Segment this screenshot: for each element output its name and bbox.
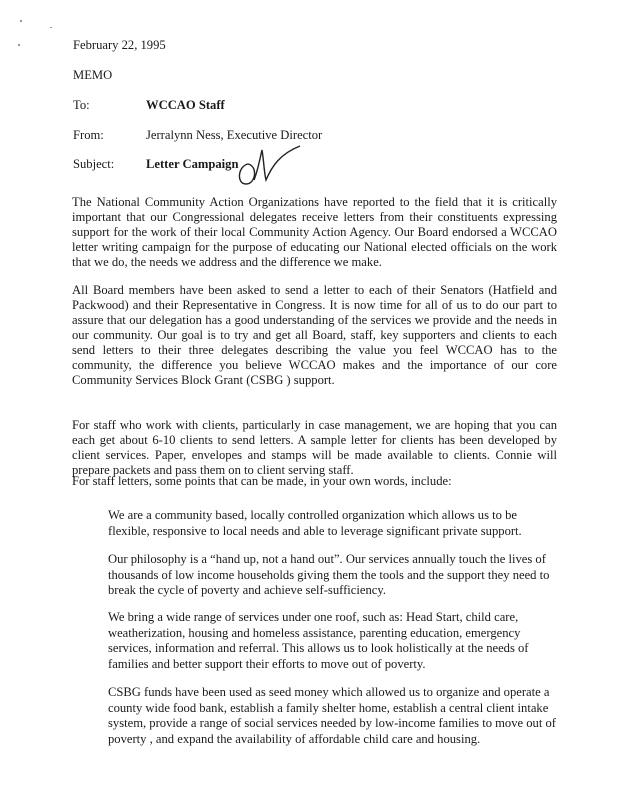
from-value: Jerralynn Ness, Executive Director	[146, 128, 323, 142]
point-csbg-funds: CSBG funds have been used as seed money which allowed us to organize and operate a county wide food bank, establish a family shelter home, establish a central client intake system, provide a range of social services needed by low-income families to move out of poverty , and expand the availability of affordable child care and housing.	[108, 685, 556, 746]
to-value: WCCAO Staff	[146, 98, 225, 112]
point-community-based: We are a community based, locally controlled organization which allows us to be flexible, responsive to local needs and able to leverage significant private support.	[108, 508, 522, 538]
to-label: To:	[73, 98, 90, 112]
scan-speck	[50, 27, 52, 28]
scan-speck	[20, 20, 22, 22]
paragraph-board: All Board members have been asked to send a letter to each of their Senators (Hatfield and Packwood) and their Representative in Congress. It is now time for all of us to do our part to assure that our delegation has a good understanding of the services we provide and the needs in our community. Our goal is to try and get all Board, staff, key supporters and clients to each send letters to their three delegates describing the value you feel WCCAO has to the community, the difference you believe WCCAO makes and the importance of our core Community Services Block Grant (CSBG ) support.	[72, 283, 557, 387]
point-range-of-services: We bring a wide range of services under one roof, such as: Head Start, child care, weatherization, housing and homeless assistance, parenting education, emergency services, information and referral. This allows us to look holistically at the needs of families and better support their efforts to move out of poverty.	[108, 610, 529, 671]
point-philosophy: Our philosophy is a “hand up, not a hand out”. Our services annually touch the lives of thousands of low income households giving them the tools and the support they need to break the cycle of poverty and achieve self-sufficiency.	[108, 552, 550, 597]
paragraph-intro: The National Community Action Organizations have reported to the field that it is critically important that our Congressional delegates receive letters from their constituents expressing support for the work of their local Community Action Agency. Our Board endorsed a WCCAO letter writing campaign for the purpose of educating our National elected officials on the work that we do, the needs we address and the difference we make.	[72, 195, 557, 269]
handwritten-initials	[234, 140, 304, 192]
from-label: From:	[73, 128, 104, 142]
paragraph-clients: For staff who work with clients, particularly in case management, we are hoping that you can each get about 6-10 clients to send letters. A sample letter for clients has been developed by client services. Paper, envelopes and stamps will be made available to clients. Connie will prepare packets and pass them on to client serving staff.	[72, 418, 557, 477]
memo-date: February 22, 1995	[73, 38, 166, 52]
subject-label: Subject:	[73, 157, 115, 171]
subject-value: Letter Campaign	[146, 157, 239, 171]
memo-type: MEMO	[73, 68, 113, 82]
scan-speck	[18, 44, 20, 46]
paragraph-staff-points-intro: For staff letters, some points that can be made, in your own words, include:	[72, 474, 452, 488]
